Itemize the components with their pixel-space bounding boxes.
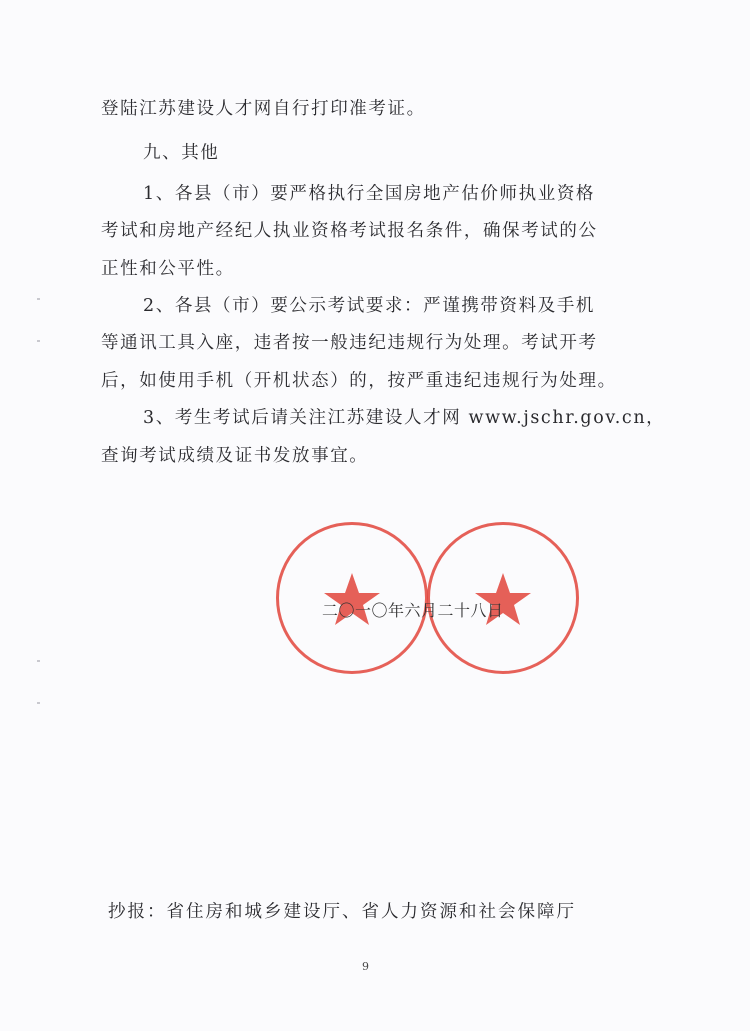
text-line: 3、考生考试后请关注江苏建设人才网 www.jschr.gov.cn， <box>143 408 666 428</box>
issue-date: 二〇一〇年六月二十八日 <box>322 601 504 620</box>
text-line: 登陆江苏建设人才网自行打印准考证。 <box>101 99 426 119</box>
text-line: 后，如使用手机（开机状态）的，按严重违纪违规行为处理。 <box>101 371 617 391</box>
text-line: 2、各县（市）要公示考试要求：严谨携带资料及手机 <box>143 296 596 316</box>
text-line: 等通讯工具入座，违者按一般违纪违规行为处理。考试开考 <box>101 333 598 353</box>
page-number: 9 <box>362 960 369 973</box>
section-heading: 九、其他 <box>143 143 220 163</box>
text-line: 正性和公平性。 <box>101 259 235 279</box>
text-line: 1、各县（市）要严格执行全国房地产估价师执业资格 <box>143 184 596 204</box>
scan-mark <box>37 702 40 704</box>
scan-mark <box>37 340 40 342</box>
cc-line: 抄报：省住房和城乡建设厅、省人力资源和社会保障厅 <box>108 902 576 922</box>
text-line: 考试和房地产经纪人执业资格考试报名条件，确保考试的公 <box>101 221 598 241</box>
scan-mark <box>37 660 40 662</box>
text-line: 查询考试成绩及证书发放事宜。 <box>101 446 369 466</box>
scan-mark <box>37 298 40 300</box>
